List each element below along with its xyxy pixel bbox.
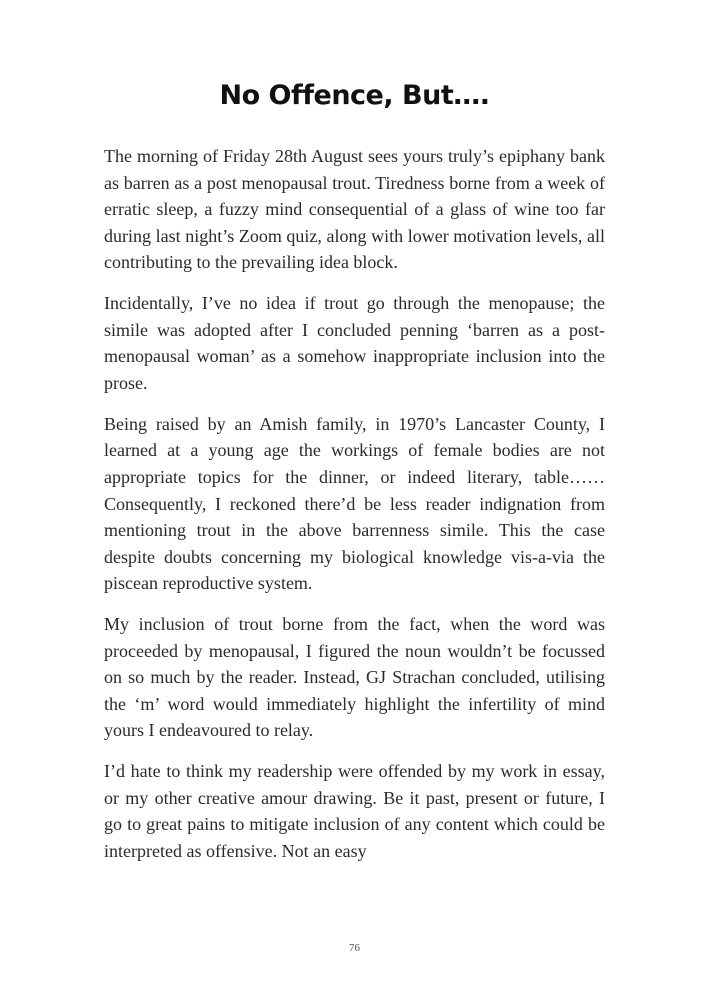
paragraph: I’d hate to think my readership were offended by my work in essay, or my other creative amour drawing. Be it past, present or future, I go to great pains to mitigate inclusion of any content which could be interpreted as offensive. Not an easy: [104, 761, 605, 861]
paragraph: My inclusion of trout borne from the fact, when the word was proceeded by menopausal, I figured the noun wouldn’t be focussed on so much by the reader. Instead, GJ Strachan concluded, utilising the ‘m’ word would immediately highlight the infertility of mind yours I endeavoured to relay.: [104, 614, 605, 741]
body-text: [104, 143, 605, 879]
page-title: No Offence, But….: [219, 80, 490, 111]
paragraph: Being raised by an Amish family, in 1970’s Lancaster County, I learned at a young age the workings of female bodies are not appropriate topics for the dinner, or indeed literary, table…… Consequently, I reckoned there’d be less reader indignation from mentioning trout in the above barrenness simile. This the case despite doubts concerning my biological knowledge vis-a-via the piscean reproductive system.: [104, 413, 605, 594]
paragraph: Incidentally, I’ve no idea if trout go through the menopause; the simile was adopted after I concluded penning ‘barren as a post-menopausal woman’ as a somehow inappropriate inclusion into the prose.: [104, 293, 605, 393]
paragraph: The morning of Friday 28th August sees yours truly’s epiphany bank as barren as a post menopausal trout. Tiredness borne from a week of erratic sleep, a fuzzy mind consequential of a glass of wine too far during last night’s Zoom quiz, along with lower motivation levels, all contributing to the prevailing idea block.: [104, 146, 605, 273]
page-number: 76: [349, 942, 360, 954]
